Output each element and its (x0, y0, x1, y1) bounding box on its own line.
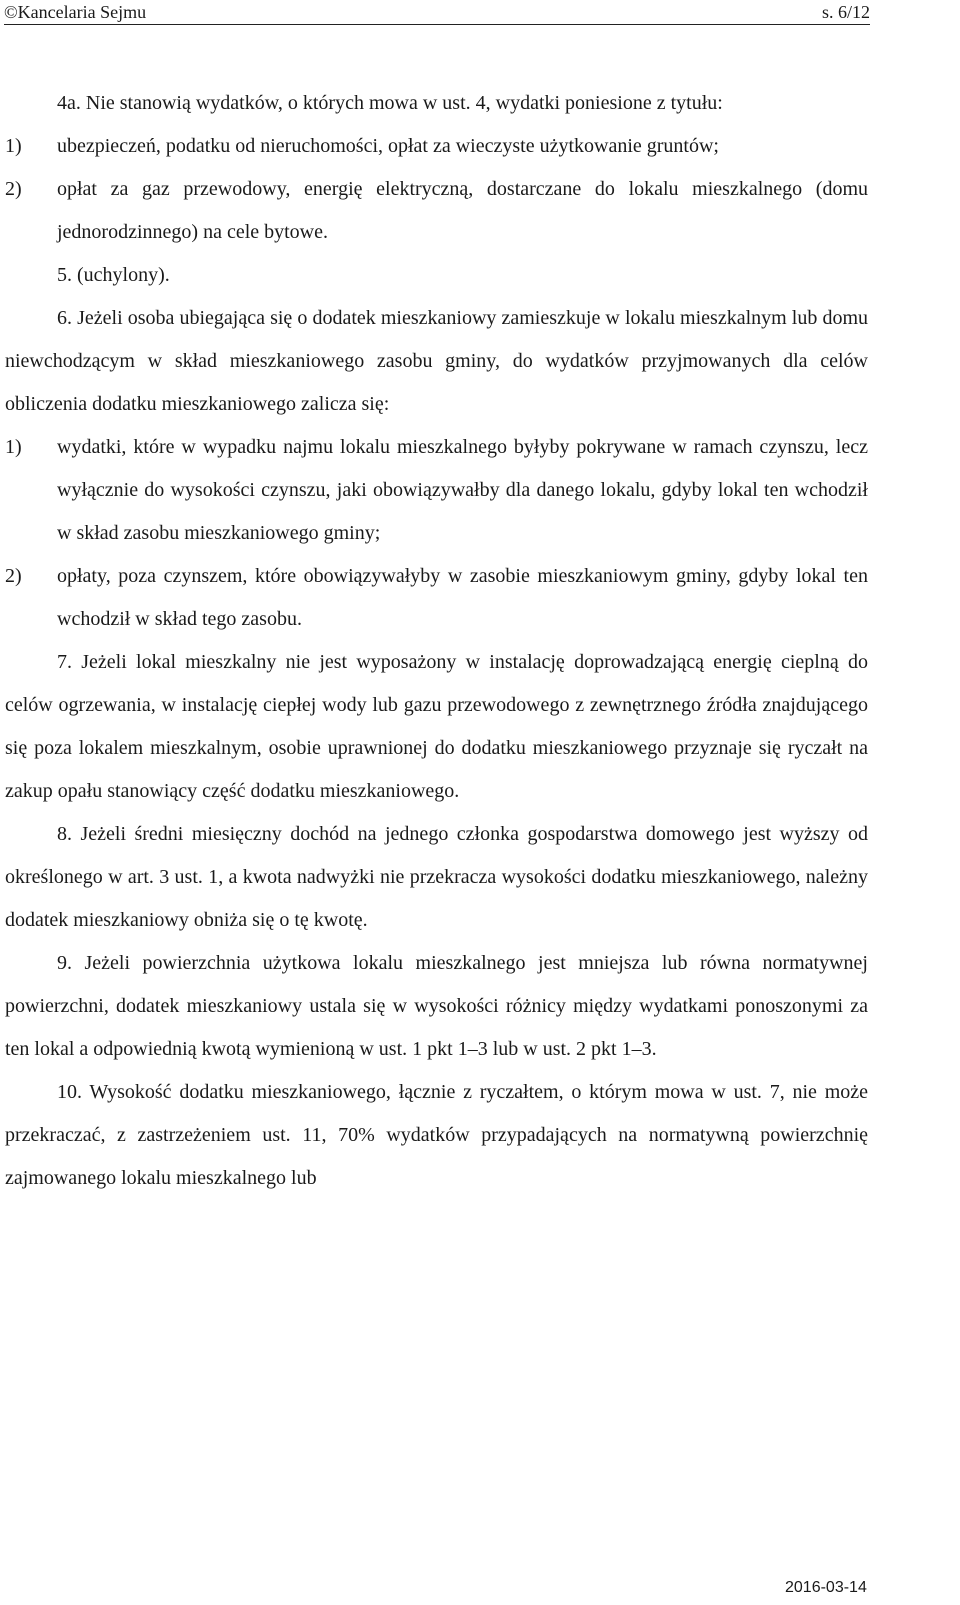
paragraph-9: 9. Jeżeli powierzchnia użytkowa lokalu mieszkalnego jest mniejsza lub równa normatywnej powierzchni, dodatek mieszkaniowy ustala się w wysokości różnicy między wydatkami ponoszonymi za ten lokal a odpowiednią kwotą wymienioną w ust. 1 pkt 1–3 lub w ust. 2 pkt 1–3. (5, 952, 868, 1060)
header-copyright: ©Kancelaria Sejmu (4, 2, 147, 22)
paragraph-5: 5. (uchylony). (57, 264, 170, 286)
list-item-text: ubezpieczeń, podatku od nieruchomości, opłat za wieczyste użytkowanie gruntów; (57, 135, 719, 157)
list-item (5, 168, 868, 254)
paragraph-7: 7. Jeżeli lokal mieszkalny nie jest wyposażony w instalację doprowadzającą energię cieplną do celów ogrzewania, w instalację ciepłej wody lub gazu przewodowego z zewnętrznego źródła znajdującego się poza lokalem mieszkalnym, osobie uprawnionej do dodatku mieszkaniowego przyznaje się ryczałt na zakup opału stanowiący część dodatku mieszkaniowego. (5, 651, 868, 802)
header-divider (4, 24, 870, 25)
paragraph-4a: 4a. Nie stanowią wydatków, o których mowa w ust. 4, wydatki poniesione z tytułu: (57, 92, 723, 114)
list-item (5, 555, 868, 641)
paragraph-6: 6. Jeżeli osoba ubiegająca się o dodatek mieszkaniowy zamieszkuje w lokalu mieszkalnym lub domu niewchodzącym w skład mieszkaniowego zasobu gminy, do wydatków przyjmowanych dla celów obliczenia dodatku mieszkaniowego zalicza się: (5, 307, 868, 415)
list-item (5, 125, 868, 168)
page-header (0, 0, 960, 26)
list-item-number: 2) (5, 178, 22, 200)
list-item-text: opłaty, poza czynszem, które obowiązywałyby w zasobie mieszkaniowym gminy, gdyby lokal ten wchodził w skład tego zasobu. (57, 565, 868, 630)
document-body (5, 82, 868, 1200)
list-item-number: 1) (5, 436, 22, 458)
list-item-text: opłat za gaz przewodowy, energię elektryczną, dostarczane do lokalu mieszkalnego (domu jednorodzinnego) na cele bytowe. (57, 178, 868, 243)
footer-date: 2016-03-14 (785, 1579, 867, 1596)
list-item (5, 426, 868, 555)
list-item-number: 2) (5, 565, 22, 587)
page-number: s. 6/12 (821, 2, 870, 22)
list-item-text: wydatki, które w wypadku najmu lokalu mieszkalnego byłyby pokrywane w ramach czynszu, lecz wyłącznie do wysokości czynszu, jaki obowiązywałby dla danego lokalu, gdyby lokal ten wchodził w skład zasobu mieszkaniowego gminy; (57, 436, 868, 544)
paragraph-10: 10. Wysokość dodatku mieszkaniowego, łącznie z ryczałtem, o którym mowa w ust. 7, nie może przekraczać, z zastrzeżeniem ust. 11, 70% wydatków przypadających na normatywną powierzchnię zajmowanego lokalu mieszkalnego lub (5, 1081, 868, 1189)
list-item-number: 1) (5, 135, 22, 157)
paragraph-8: 8. Jeżeli średni miesięczny dochód na jednego członka gospodarstwa domowego jest wyższy od określonego w art. 3 ust. 1, a kwota nadwyżki nie przekracza wysokości dodatku mieszkaniowego, należny dodatek mieszkaniowy obniża się o tę kwotę. (5, 823, 868, 931)
